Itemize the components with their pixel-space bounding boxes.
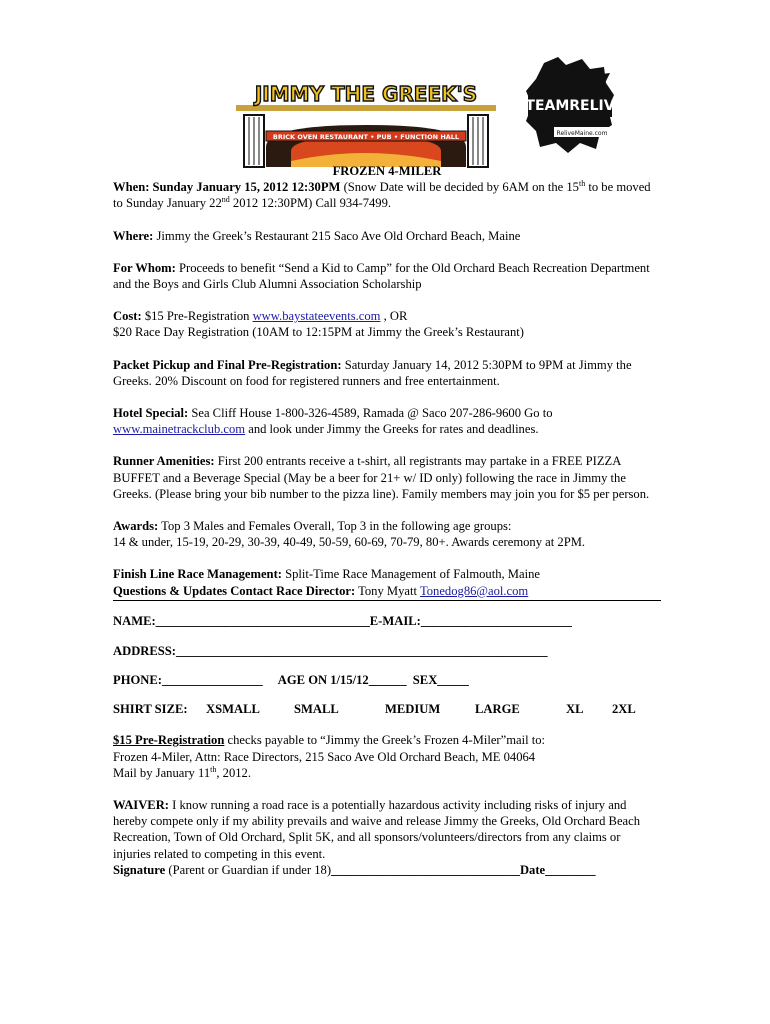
cost-race-day-line: $20 Race Day Registration (10AM to 12:15PM at Jimmy the Greek’s Restaurant) <box>113 325 524 340</box>
flyer-body <box>113 163 661 878</box>
for-whom-text: Proceeds to benefit “Send a Kid to Camp” for the Old Orchard Beach Recreation Department and the Boys and Girls Club Alumni Association Scholarship <box>113 260 650 292</box>
cost-text-or: , OR <box>380 309 408 324</box>
shirt-size-large[interactable]: LARGE <box>475 702 520 717</box>
amenities-text: First 200 entrants receive a t-shirt, all registrants may partake in a FREE PIZZA BUFFET and a Beverage Special (May be a beer for 21+ w/ ID only) following the race in Jimmy the Greeks. (Please bring your bib number to the pizza line). Family members may join you for $5 per person. <box>113 454 650 501</box>
hotel-paragraph <box>113 405 661 437</box>
page-title: FROZEN 4-MILER <box>332 164 442 178</box>
packet-pickup-paragraph <box>113 357 661 389</box>
waiver-label: WAIVER: <box>113 798 169 813</box>
prereg-deadline <box>113 765 661 781</box>
awards-paragraph <box>113 518 661 534</box>
awards-text: Top 3 Males and Females Overall, Top 3 in the following age groups: <box>158 519 512 534</box>
when-superscript: th <box>578 179 586 189</box>
shirt-size-small[interactable]: SMALL <box>294 702 339 717</box>
shirt-size-xsmall[interactable]: XSMALL <box>206 702 260 717</box>
where-text: Jimmy the Greek’s Restaurant 215 Saco Ave Old Orchard Beach, Maine <box>153 228 521 243</box>
prereg-text: checks payable to “Jimmy the Greek’s Frozen 4-Miler”mail to: <box>224 733 546 748</box>
shirt-size-medium[interactable]: MEDIUM <box>385 702 441 717</box>
prereg-paragraph <box>113 732 661 748</box>
mainetrackclub-link[interactable]: www.mainetrackclub.com <box>113 422 246 437</box>
where-label: Where: <box>113 228 154 243</box>
when-superscript-2: nd <box>221 195 230 205</box>
questions-label: Questions & Updates Contact Race Director: <box>113 583 356 598</box>
finish-line-text: Split-Time Race Management of Falmouth, Maine <box>281 567 540 582</box>
jimmy-logo-name: JIMMY THE GREEK'S <box>254 85 478 106</box>
prereg-label: $15 Pre-Registration <box>113 733 225 748</box>
hotel-label: Hotel Special: <box>113 406 189 421</box>
waiver-paragraph <box>113 797 661 862</box>
phone-age-sex-field[interactable]: PHONE:________________ AGE ON 1/15/12______ SEX_____ <box>113 673 469 688</box>
prereg-address: Frozen 4-Miler, Attn: Race Directors, 215 Saco Ave Old Orchard Beach, ME 04064 <box>113 749 536 764</box>
reliv-logo-name: TEAMRELIV <box>525 98 615 114</box>
cost-text: $15 Pre-Registration <box>141 309 253 324</box>
reliv-logo-url: ReliveMaine.com <box>556 130 608 137</box>
signature-date-field[interactable]: ______________________________Date________ <box>331 862 596 877</box>
team-reliv-logo <box>524 55 616 155</box>
when-label: When: Sunday January 15, 2012 12:30PM <box>113 180 341 195</box>
when-text: (Snow Date will be decided by 6AM on the 15 <box>340 180 579 195</box>
shirt-size-xl[interactable]: XL <box>566 702 584 717</box>
when-text-cont: to be moved to Sunday January 22 <box>113 180 651 211</box>
shirt-size-label: SHIRT SIZE: <box>113 702 188 717</box>
shirt-size-row <box>113 701 661 718</box>
signature-line <box>113 862 661 878</box>
amenities-paragraph <box>113 453 661 502</box>
cost-paragraph <box>113 308 661 324</box>
waiver-text: I know running a road race is a potentially hazardous activity including risks of injury and hereby compete only if my ability prevails and waive and release Jimmy the Greeks, Old Orchard Beach Recreation, Town of Old Orchard, Split 5K, and all sponsors/volunteers/directors from any claims or injuries related to competing in this event. <box>113 798 641 861</box>
finish-line-label: Finish Line Race Management: <box>113 567 282 582</box>
signature-note: (Parent or Guardian if under 18) <box>165 862 332 877</box>
name-email-field[interactable]: NAME:__________________________________E-MAIL:________________________ <box>113 613 572 628</box>
awards-age-groups: 14 & under, 15-19, 20-29, 30-39, 40-49, 50-59, 60-69, 70-79, 80+. Awards ceremony at 2PM. <box>113 535 586 550</box>
cost-label: Cost: <box>113 309 142 324</box>
awards-label: Awards: <box>113 519 159 534</box>
prereg-deadline-text: Mail by January 11 <box>113 765 211 780</box>
director-email-link[interactable]: Tonedog86@aol.com <box>419 583 529 598</box>
where-paragraph <box>113 228 661 244</box>
finish-line-paragraph <box>113 566 661 582</box>
for-whom-label: For Whom: <box>113 260 176 275</box>
prereg-deadline-year: , 2012. <box>216 765 251 780</box>
hotel-text: Sea Cliff House 1-800-326-4589, Ramada @ Saco 207-286-9600 Go to <box>188 406 553 421</box>
packet-pickup-label: Packet Pickup and Final Pre-Registration: <box>113 357 342 372</box>
questions-paragraph <box>113 583 661 599</box>
questions-text: Tony Myatt <box>355 583 420 598</box>
hotel-text-end: and look under Jimmy the Greeks for rates and deadlines. <box>245 422 539 437</box>
jimmy-logo-tagline: BRICK OVEN RESTAURANT • PUB • FUNCTION HALL <box>272 133 460 141</box>
amenities-label: Runner Amenities: <box>113 454 215 469</box>
packet-pickup-text: Saturday January 14, 2012 5:30PM to 9PM at Jimmy the Greeks. 20% Discount on food for registered runners and free entertainment. <box>113 357 632 388</box>
for-whom-paragraph <box>113 260 661 292</box>
prereg-deadline-sup: th <box>210 764 217 774</box>
jimmy-the-greeks-logo <box>236 85 496 171</box>
shirt-size-2xl[interactable]: 2XL <box>612 702 636 717</box>
address-field[interactable]: ADDRESS:___________________________________________________________ <box>113 644 548 659</box>
when-text-end: 2012 12:30PM) Call 934-7499. <box>229 196 392 211</box>
logo-header <box>0 55 770 170</box>
baystateevents-link[interactable]: www.baystateevents.com <box>252 309 381 324</box>
signature-label: Signature <box>113 862 166 877</box>
when-paragraph <box>113 179 661 211</box>
